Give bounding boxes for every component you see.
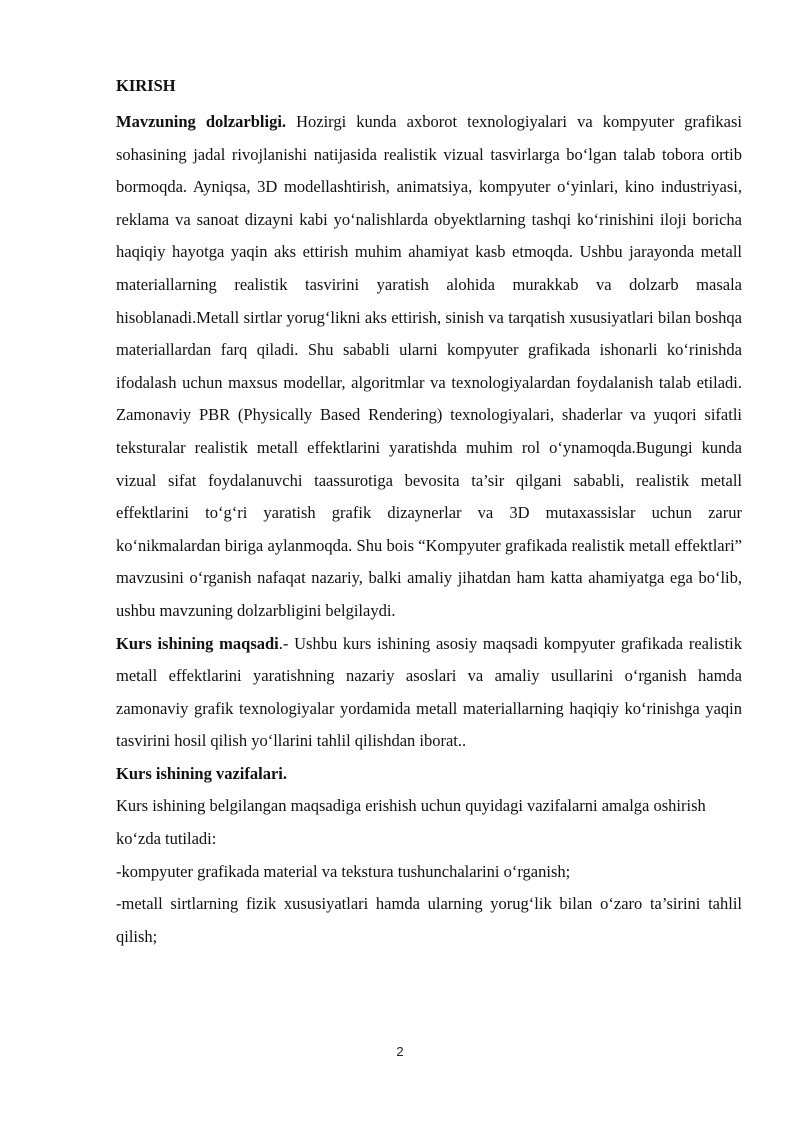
tasks-heading-paragraph <box>116 758 742 791</box>
task-item: -metall sirtlarning fizik xususiyatlari hamda ularning yorugʻlik bilan oʻzaro ta’sirini tahlil qilish; <box>116 894 742 946</box>
goal-paragraph <box>116 628 742 758</box>
task-item: -kompyuter grafikada material va tekstura tushunchalarini oʻrganish; <box>116 861 571 881</box>
relevance-label: Mavzuning dolzarbligi. <box>116 112 287 131</box>
section-heading: KIRISH <box>116 76 176 95</box>
relevance-text: Hozirgi kunda axborot texnologiyalari va kompyuter grafikasi sohasining jadal rivojlanishi natijasida realistik vizual tasvirlarga boʻlgan talab tobora ortib bormoqda. Ayniqsa, 3D modellashtirish, animatsiya, kompyuter oʻyinlari, kino industriyasi, reklama va sanoat dizayni kabi yoʻnalishlarda obyektlarning tashqi koʻrinishini iloji boricha haqiqiy hayotga yaqin aks ettirish muhim ahamiyat kasb etmoqda. Ushbu jarayonda metall materiallarning realistik tasvirini yaratish alohida murakkab va dolzarb masala hisoblanadi.Metall sirtlar yorugʻlikni aks ettirish, sinish va tarqatish xususiyatlari bilan boshqa materiallardan farq qiladi. Shu sababli ularni kompyuter grafikada ishonarli koʻrinishda ifodalash uchun maxsus modellar, algoritmlar va texnologiyalardan foydalanish talab etiladi. Zamonaviy PBR (Physically Based Rendering) texnologiyalari, shaderlar va yuqori sifatli teksturalar realistik metall effektlarini yaratishda muhim rol oʻynamoqda.Bugungi kunda vizual sifat foydalanuvchi taassurotiga bevosita ta’sir qilgani sababli, realistik metall effektlarini toʻgʻri yaratish grafik dizaynerlar va 3D mutaxassislar uchun zarur koʻnikmalardan biriga aylanmoqda. Shu bois “Kompyuter grafikada realistik metall effektlari” mavzusini oʻrganish nafaqat nazariy, balki amaliy jihatdan ham katta ahamiyatga ega boʻlib, ushbu mavzuning dolzarbligini belgilaydi. <box>116 112 742 620</box>
document-page <box>116 74 742 953</box>
page-number: 2 <box>396 1044 404 1059</box>
goal-label: Kurs ishining maqsadi <box>116 633 279 653</box>
tasks-label: Kurs ishining vazifalari. <box>116 763 287 783</box>
tasks-intro: Kurs ishining belgilangan maqsadiga erishish uchun quyidagi vazifalarni amalga oshirish koʻzda tutiladi: <box>116 796 706 849</box>
goal-text: .- Ushbu kurs ishining asosiy maqsadi kompyuter grafikada realistik metall effektlarini yaratishning nazariy asoslari va amaliy usullarini oʻrganish hamda zamonaviy grafik texnologiyalar yordamida metall materiallarning haqiqiy koʻrinishga yaqin tasvirini hosil qilish yoʻllarini tahlil qilishdan iborat.. <box>116 633 743 751</box>
relevance-paragraph <box>116 106 742 628</box>
